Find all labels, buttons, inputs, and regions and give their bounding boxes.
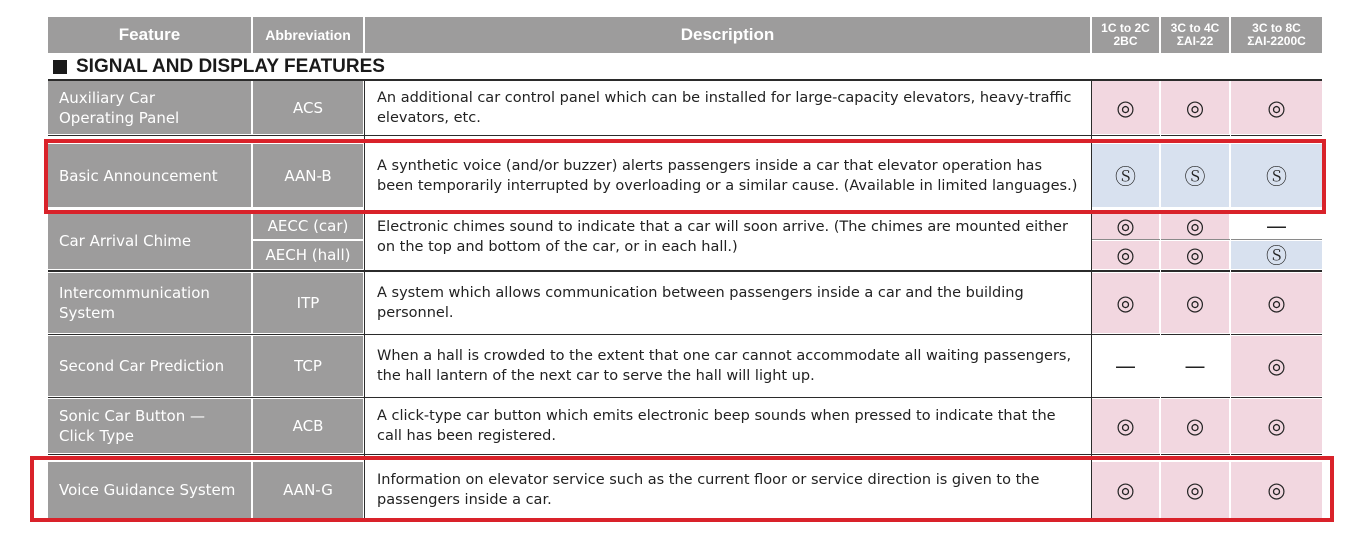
standard-mark-icon: ◎ xyxy=(1185,243,1205,267)
description-cell-tcp xyxy=(365,336,1090,396)
mark-cell xyxy=(1161,241,1229,269)
mark-cell xyxy=(1092,81,1159,134)
feature-name-line1: Sonic Car Button — xyxy=(59,407,206,425)
standard-mark-icon: ◎ xyxy=(1116,478,1135,502)
description-text: A system which allows communication between passengers inside a car and the building personnel. xyxy=(377,285,1024,321)
description-cell-chime xyxy=(365,212,1090,262)
standard-mark-icon: ◎ xyxy=(1116,95,1135,120)
abbreviation-text: ACB xyxy=(292,417,324,435)
description-text: A click-type car button which emits electronic beep sounds when pressed to indicate that the call has been registered. xyxy=(377,408,1056,444)
mark-cell xyxy=(1161,273,1229,333)
mark-cell xyxy=(1161,212,1229,239)
feature-name: Basic Announcement xyxy=(59,166,218,185)
abbreviation-text: ACS xyxy=(293,98,323,117)
standard-mark-icon: ◎ xyxy=(1267,95,1286,120)
header-col-2bc xyxy=(1092,17,1159,53)
feature-name-line2: Operating Panel xyxy=(59,108,180,127)
mark-cell xyxy=(1161,81,1229,134)
header-feature xyxy=(48,17,251,53)
description-text: A synthetic voice (and/or buzzer) alerts passengers inside a car that elevator operation has been temporarily interrupted by overloading or a similar cause. (Available in limited languages.) xyxy=(377,157,1078,194)
standard-mark-icon: ◎ xyxy=(1267,354,1286,378)
description-text: Electronic chimes sound to indicate that a car will soon arrive. (The chimes are mounted either on the top and bottom of the car, or in each hall.) xyxy=(377,219,1068,255)
feature-name: Car Arrival Chime xyxy=(59,231,192,250)
description-cell-itp xyxy=(365,273,1090,333)
mark-cell xyxy=(1092,399,1159,453)
header-feature-label: Feature xyxy=(118,25,181,44)
abbreviation-text: ITP xyxy=(296,294,320,312)
header-description-label: Description xyxy=(680,25,775,44)
abbreviation-cell-acs xyxy=(253,81,363,134)
mark-cell xyxy=(1161,336,1229,396)
header-col-ai2200c xyxy=(1231,17,1322,53)
abbreviation-cell-acb xyxy=(253,399,363,453)
description-text: Information on elevator service such as the current floor or service direction is given to the passengers inside a car. xyxy=(377,472,1040,508)
header-col-ai22 xyxy=(1161,17,1229,53)
row-divider xyxy=(48,270,1322,272)
mark-cell xyxy=(1231,336,1322,396)
feature-cell-acs xyxy=(48,81,251,134)
mark-cell xyxy=(1092,336,1159,396)
description-cell-acs xyxy=(365,81,1090,134)
mark-cell xyxy=(1092,212,1159,239)
mark-cell xyxy=(1161,399,1229,453)
mark-cell xyxy=(1231,399,1322,453)
header-col-2bc-line1: 1C to 2C xyxy=(1101,21,1150,35)
header-description xyxy=(365,17,1090,53)
optional-mark-icon: Ⓢ xyxy=(1266,244,1287,268)
header-col-ai2200c-line2: ΣAI-2200C xyxy=(1247,34,1306,48)
abbreviation-cell-aecc xyxy=(253,212,363,239)
standard-mark-icon: ◎ xyxy=(1267,291,1286,315)
header-abbreviation xyxy=(253,17,363,53)
description-text: An additional car control panel which can be installed for large-capacity elevators, heavy-traffic elevators, etc. xyxy=(377,89,1072,126)
standard-mark-icon: ◎ xyxy=(1185,213,1205,238)
feature-cell-itp xyxy=(48,273,251,333)
abbreviation-text: AAN-G xyxy=(283,481,333,499)
abbreviation-cell-itp xyxy=(253,273,363,333)
highlight-box-basic-announcement xyxy=(44,139,1326,214)
row-divider xyxy=(48,334,1322,335)
feature-name-line1: Intercommunication xyxy=(59,284,210,302)
standard-mark-icon: ◎ xyxy=(1185,478,1205,502)
standard-mark-icon: ◎ xyxy=(1116,291,1135,315)
standard-mark-icon: ◎ xyxy=(1116,414,1135,438)
standard-mark-icon: ◎ xyxy=(1267,414,1286,438)
standard-mark-icon: ◎ xyxy=(1116,213,1135,238)
feature-name-line1: Auxiliary Car xyxy=(59,88,155,107)
description-text: When a hall is crowded to the extent that one car cannot accommodate all waiting passengers, the hall lantern of the next car to serve the hall will light up. xyxy=(377,348,1072,384)
not-available-mark: — xyxy=(1115,354,1136,378)
mark-cell xyxy=(1231,273,1322,333)
abbreviation-cell-aech xyxy=(253,241,363,269)
standard-mark-icon: ◎ xyxy=(1185,95,1205,120)
sub-row-divider xyxy=(1092,239,1322,240)
not-available-mark: — xyxy=(1266,213,1287,238)
standard-mark-icon: ◎ xyxy=(1185,291,1205,315)
optional-mark-icon: Ⓢ xyxy=(1184,164,1206,189)
standard-mark-icon: ◎ xyxy=(1116,243,1135,267)
section-square-icon xyxy=(53,60,67,74)
abbreviation-text: TCP xyxy=(294,357,322,375)
feature-cell-chime xyxy=(48,212,251,269)
feature-name-line2: System xyxy=(59,304,115,322)
standard-mark-icon: ◎ xyxy=(1185,414,1205,438)
section-title xyxy=(53,55,385,79)
abbreviation-text: AECH (hall) xyxy=(265,246,351,264)
header-abbreviation-label: Abbreviation xyxy=(265,27,351,43)
standard-mark-icon: ◎ xyxy=(1267,478,1286,502)
mark-cell xyxy=(1231,81,1322,134)
mark-cell xyxy=(1231,212,1322,239)
description-cell-acb xyxy=(365,399,1090,453)
abbreviation-text: AAN-B xyxy=(284,166,332,185)
row-divider xyxy=(48,397,1322,398)
feature-name: Voice Guidance System xyxy=(59,481,236,499)
highlight-box-voice-guidance xyxy=(30,456,1334,522)
abbreviation-text: AECC (car) xyxy=(267,216,349,235)
mark-cell xyxy=(1092,241,1159,269)
feature-name-line2: Click Type xyxy=(59,427,134,445)
feature-cell-acb xyxy=(48,399,251,453)
header-col-ai22-line1: 3C to 4C xyxy=(1170,21,1220,35)
mark-cell xyxy=(1231,241,1322,269)
optional-mark-icon: Ⓢ xyxy=(1115,164,1136,189)
row-divider xyxy=(48,454,1322,455)
header-col-2bc-line2: 2BC xyxy=(1113,34,1138,48)
header-col-ai2200c-line1: 3C to 8C xyxy=(1252,21,1301,35)
optional-mark-icon: Ⓢ xyxy=(1266,164,1287,189)
mark-cell xyxy=(1092,273,1159,333)
abbreviation-cell-tcp xyxy=(253,336,363,396)
row-divider xyxy=(48,135,1322,136)
header-col-ai22-line2: ΣAI-22 xyxy=(1176,34,1214,48)
not-available-mark: — xyxy=(1184,354,1206,378)
feature-cell-tcp xyxy=(48,336,251,396)
feature-name: Second Car Prediction xyxy=(59,357,225,375)
section-title-text: SIGNAL AND DISPLAY FEATURES xyxy=(76,56,385,77)
